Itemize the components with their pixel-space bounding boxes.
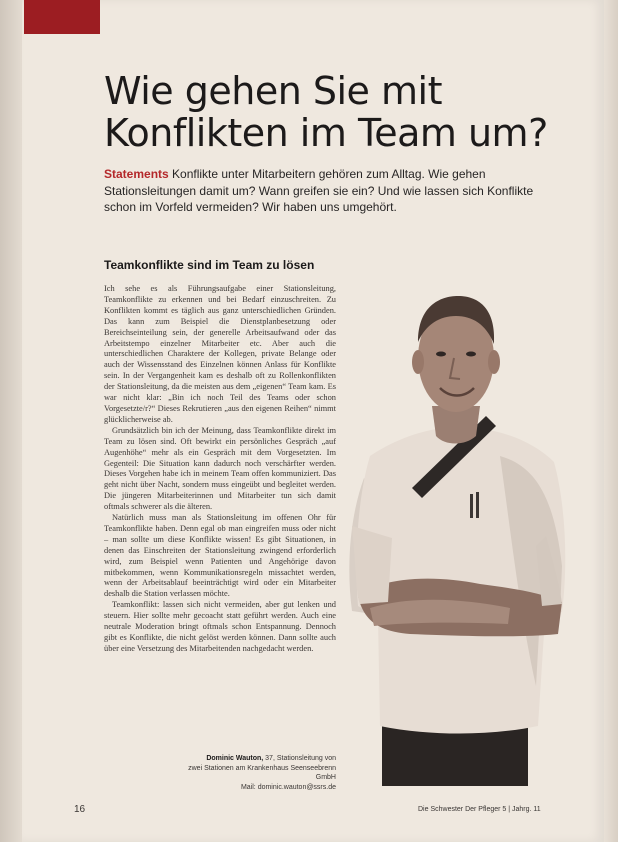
page-number: 16 <box>74 804 86 815</box>
section-color-tab <box>24 0 100 34</box>
section-heading: Teamkonflikte sind im Team zu lösen <box>104 258 315 272</box>
lead-keyword: Statements <box>104 167 169 181</box>
body-paragraph: Ich sehe es als Führungsaufgabe einer Stationsleitung, Teamkonflikte zu erkennen und bei Bedarf einzuschreiten. Zu Konflikten kommt es täglich aus ganz unterschiedlichen Gründen. Das kann zum Beispiel die Dienstplanbesetzung oder Bereichseinteilung sein, der generelle Arbeitsaufwand oder das Arbeitstempo einzelner Mitarbeiter etc. Aber auch die unterschiedlichen Charaktere der Kollegen, private Belange oder auch der Wissensstand des Einzelnen können Anlass für Konflikte sein. In der Vergangenheit kam es deshalb oft zu Rollenkonflikten der Stationsleitung, da die meisten aus dem „eigenen“ Team kam. Es war nicht klar: „Bin ich noch Teil des Teams oder schon Vorgesetzte/r?“ Dieses Rekrutieren „aus den eigenen Reihen“ nimmt glücklicherweise ab. <box>104 284 336 424</box>
lead-text: Konflikte unter Mitarbeitern gehören zum Alltag. Wie gehen Stationsleitungen damit um? Wann greifen sie ein? Und wie lassen sich Konflikte schon im Vorfeld vermeiden? Wir haben uns umgehört. <box>104 167 534 214</box>
author-email: Mail: dominic.wauton@ssrs.de <box>240 783 336 791</box>
author-name: Dominic Wauton, <box>206 755 264 762</box>
article-body <box>104 284 336 752</box>
article-title <box>104 70 564 154</box>
title-line-1: Wie gehen Sie mit <box>104 69 442 113</box>
magazine-footer: Die Schwester Der Pfleger 5 | Jahrg. 11 <box>418 806 541 813</box>
title-line-2: Konflikten im Team um? <box>104 111 548 155</box>
author-signature <box>180 754 336 792</box>
article-lead <box>104 166 544 216</box>
body-paragraph: Grundsätzlich bin ich der Meinung, dass Teamkonflikte direkt im Team zu lösen sind. Oft bewirkt ein persönliches Gespräch „auf Augenhöhe“ mehr als ein Gespräch mit dem Vorgesetzten. Im Gegenteil: Die Situation kann dadurch noch verschärfter werden. Dieses Vorgehen habe ich in meinem Team offen kommuniziert. Das geht nicht über Nacht, sondern muss eingeübt und begleitet werden. Die jüngeren Mitarbeiterinnen und Mitarbeiter tun sich damit oftmals schwerer als die älteren. <box>104 425 336 512</box>
author-role: 37, Stationsleitung von <box>263 755 336 762</box>
author-affiliation: zwei Stationen am Krankenhaus Seenseebrenn GmbH <box>188 764 336 781</box>
author-photo <box>340 266 578 786</box>
page-edge-shadow <box>604 0 618 842</box>
body-paragraph: Teamkonflikt: lassen sich nicht vermeiden, aber gut lenken und steuern. Hier sollte mehr gecoacht statt geführt werden. Auch eine neutrale Moderation bringt oftmals schon Entspannung. Dennoch gibt es Konflikte, die nicht gelöst werden können. Dann sollte auch über eine Versetzung des Mitarbeitenden nachgedacht werden. <box>104 600 336 653</box>
body-paragraph: Natürlich muss man als Stationsleitung im offenen Ohr für Teamkonflikte haben. Denn egal ob man eingreifen muss oder nicht – man sollte um diese Konflikte wissen! Es gibt Situationen, in denen das Einschreiten der Stationsleitung zwingend erforderlich wird, zum Beispiel wenn Patienten und Angehörige davon mitbekommen, wenn Kommunikationsregeln missachtet werden, wenn der Arbeitsablauf beeinträchtigt wird oder ein Mitarbeiter deshalb die Station verlassen möchte. <box>104 513 336 599</box>
page-binding-shadow <box>0 0 22 842</box>
